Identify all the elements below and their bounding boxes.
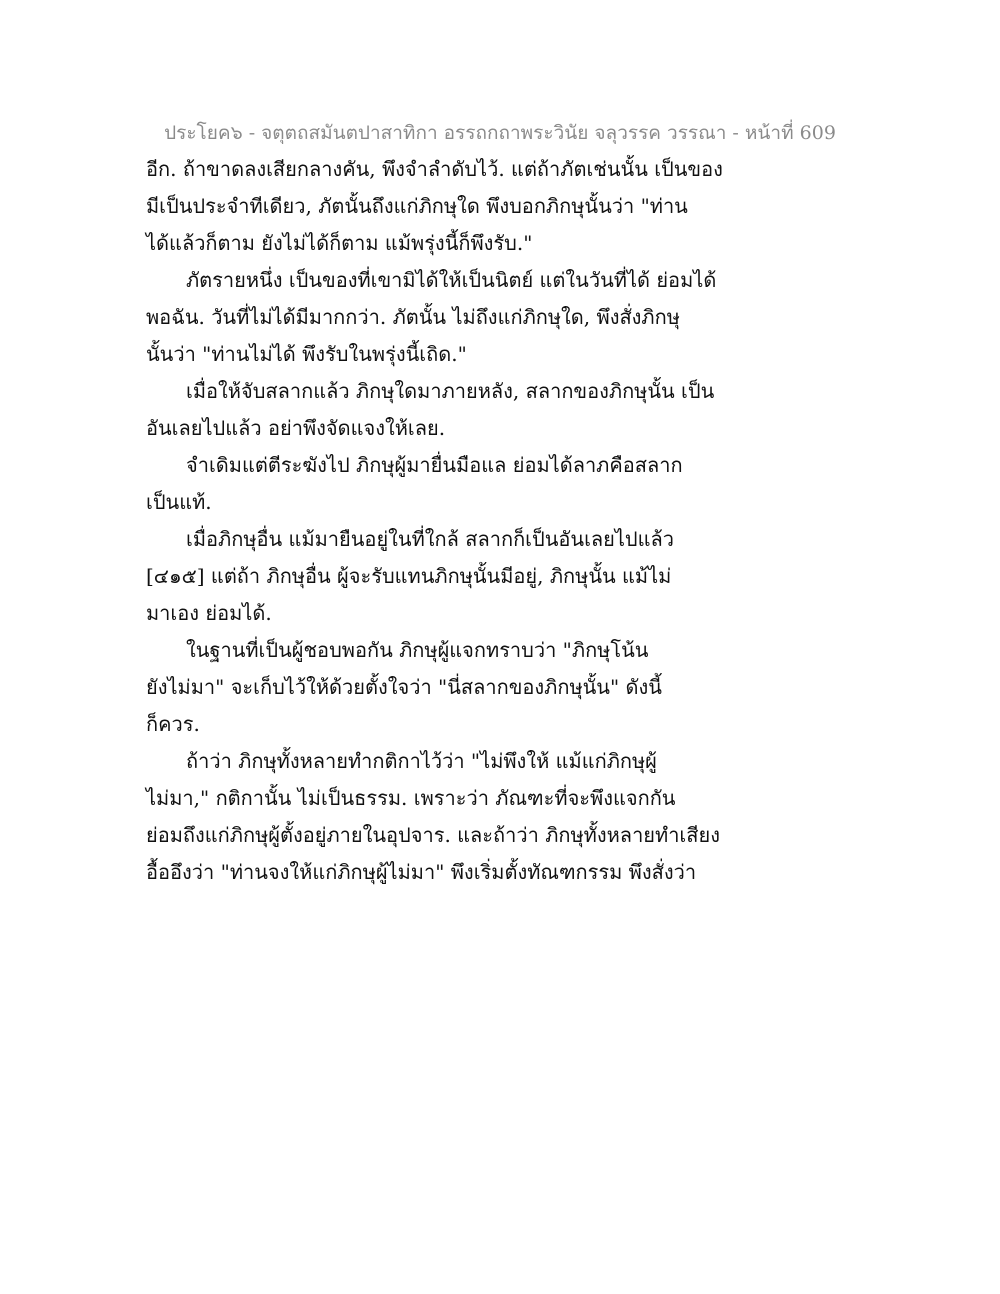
text-line-indented: ถ้าว่า ภิกษุทั้งหลายทำกติกาไว้ว่า "ไม่พึงให้ แม้แก่ภิกษุผู้ <box>186 749 657 773</box>
text-line: อันเลยไปแล้ว อย่าพึงจัดแจงให้เลย. <box>146 416 446 440</box>
text-line: ก็ควร. <box>146 712 200 736</box>
text-line-indented: จำเดิมแต่ตีระฆังไป ภิกษุผู้มายื่นมือแล ย่อมได้ลาภคือสลาก <box>186 453 683 477</box>
text-line-indented: เมื่อให้จับสลากแล้ว ภิกษุใดมาภายหลัง, สลากของภิกษุนั้น เป็น <box>186 379 715 403</box>
text-line: [๔๑๕] แต่ถ้า ภิกษุอื่น ผู้จะรับแทนภิกษุนั้นมีอยู่, ภิกษุนั้น แม้ไม่ <box>146 564 672 588</box>
text-line: นั้นว่า "ท่านไม่ได้ พึงรับในพรุ่งนี้เถิด." <box>146 342 467 366</box>
text-line: มีเป็นประจำทีเดียว, ภัตนั้นถึงแก่ภิกษุใด พึงบอกภิกษุนั้นว่า "ท่าน <box>146 194 688 218</box>
text-line: ย่อมถึงแก่ภิกษุผู้ตั้งอยู่ภายในอุปจาร. และถ้าว่า ภิกษุทั้งหลายทำเสียง <box>146 823 720 847</box>
text-line: พอฉัน. วันที่ไม่ได้มีมากกว่า. ภัตนั้น ไม่ถึงแก่ภิกษุใด, พึงสั่งภิกษุ <box>146 305 680 329</box>
text-line: ได้แล้วก็ตาม ยังไม่ได้ก็ตาม แม้พรุ่งนี้ก็พึงรับ." <box>146 231 533 255</box>
document-body <box>146 151 746 891</box>
text-line-indented: ในฐานที่เป็นผู้ชอบพอกัน ภิกษุผู้แจกทราบว่า "ภิกษุโน้น <box>186 638 649 662</box>
text-line: ไม่มา," กติกานั้น ไม่เป็นธรรม. เพราะว่า ภัณฑะที่จะพึงแจกกัน <box>146 786 676 810</box>
text-line: เป็นแท้. <box>146 490 212 514</box>
text-line: อีก. ถ้าขาดลงเสียกลางคัน, พึงจำลำดับไว้. แต่ถ้าภัตเช่นนั้น เป็นของ <box>146 157 723 181</box>
text-line: ยังไม่มา" จะเก็บไว้ให้ด้วยตั้งใจว่า "นี่สลากของภิกษุนั้น" ดังนี้ <box>146 675 662 699</box>
text-line: อื้ออึงว่า "ท่านจงให้แก่ภิกษุผู้ไม่มา" พึงเริ่มตั้งทัณฑกรรม พึงสั่งว่า <box>146 860 697 884</box>
page-header: ประโยค๖ - จตุตถสมันตปาสาทิกา อรรถกถาพระวินัย จลุวรรค วรรณา - หน้าที่ 609 <box>164 122 836 144</box>
text-line-indented: เมื่อภิกษุอื่น แม้มายืนอยู่ในที่ใกล้ สลากก็เป็นอันเลยไปแล้ว <box>186 527 675 551</box>
text-line: มาเอง ย่อมได้. <box>146 601 272 625</box>
text-line-indented: ภัตรายหนึ่ง เป็นของที่เขามิได้ให้เป็นนิตย์ แต่ในวันที่ได้ ย่อมได้ <box>186 268 717 292</box>
